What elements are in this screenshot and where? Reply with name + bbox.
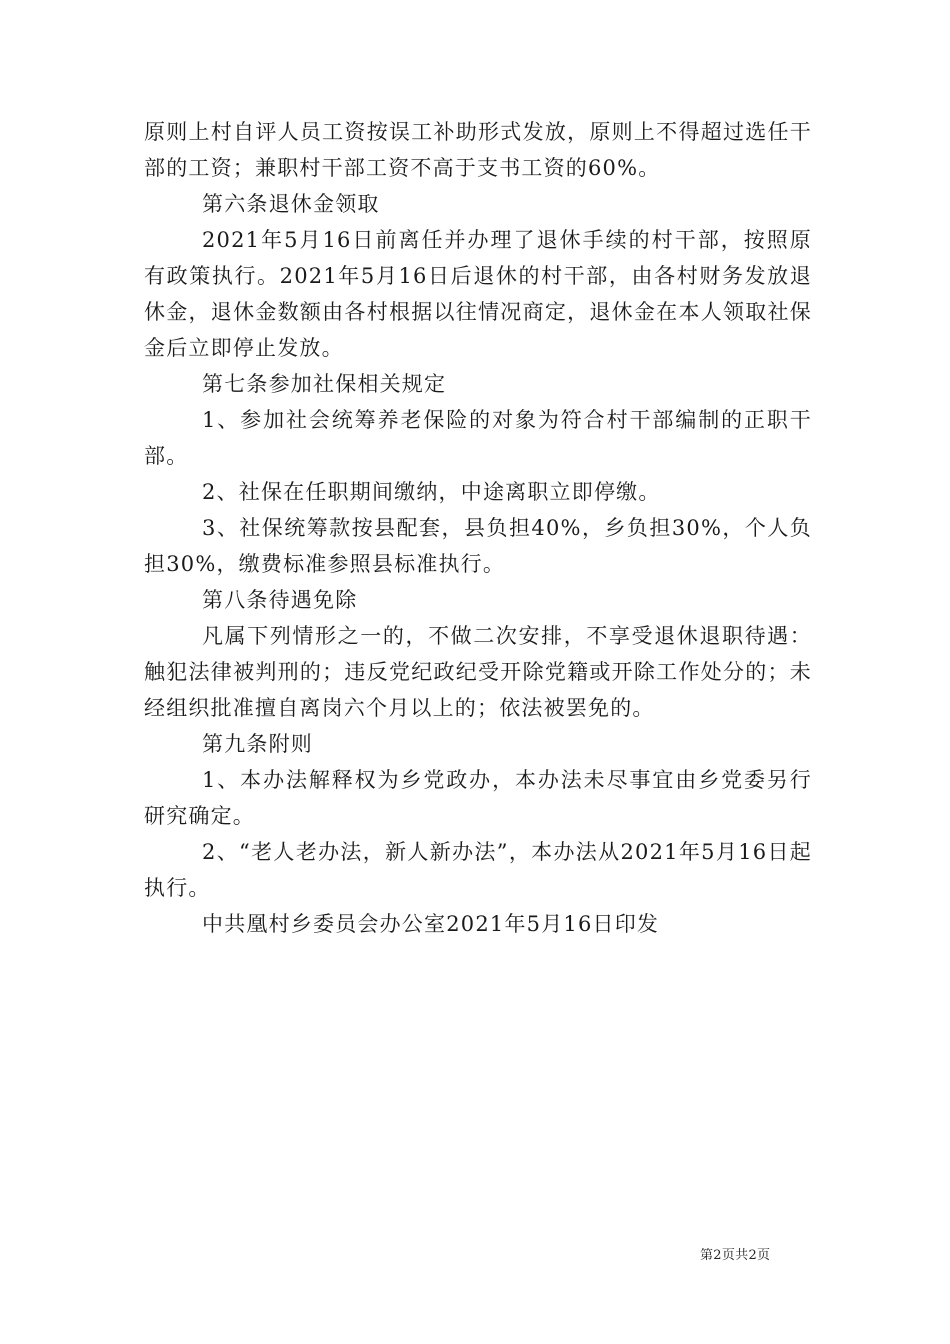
issuer-line: 中共凰村乡委员会办公室2021年5月16日印发 (202, 912, 660, 936)
paragraph-benefit-exemption: 凡属下列情形之一的，不做二次安排，不享受退休退职待遇：触犯法律被判刑的；违反党纪政纪受开除党籍或开除工作处分的；未经组织批准擅自离岗六个月以上的；依法被罢免的。 (144, 624, 812, 720)
paragraph-retirement-pay: 2021年5月16日前离任并办理了退休手续的村干部，按照原有政策执行。2021年5月16日后退休的村干部，由各村财务发放退休金，退休金数额由各村根据以往情况商定，退休金在本人领取社保金后立即停止发放。 (144, 228, 812, 360)
document-body (144, 114, 812, 942)
heading-article-9: 第九条附则 (202, 732, 313, 756)
page-number: 第2页共2页 (700, 1248, 771, 1263)
heading-article-7: 第七条参加社保相关规定 (202, 372, 447, 396)
heading-article-8: 第八条待遇免除 (202, 588, 358, 612)
paragraph-social-insurance-1: 1、参加社会统筹养老保险的对象为符合村干部编制的正职干部。 (144, 408, 812, 468)
paragraph-social-insurance-2: 2、社保在任职期间缴纳，中途离职立即停缴。 (202, 480, 661, 504)
paragraph-supplementary-1: 1、本办法解释权为乡党政办，本办法未尽事宜由乡党委另行研究确定。 (144, 768, 812, 828)
paragraph-social-insurance-3: 3、社保统筹款按县配套，县负担40%，乡负担30%，个人负担30%，缴费标准参照县标准执行。 (144, 516, 812, 576)
heading-article-6: 第六条退休金领取 (202, 192, 380, 216)
paragraph-salary-principle: 原则上村自评人员工资按误工补助形式发放，原则上不得超过选任干部的工资；兼职村干部工资不高于支书工资的60%。 (144, 120, 812, 180)
paragraph-supplementary-2: 2、“老人老办法，新人新办法”，本办法从2021年5月16日起执行。 (144, 840, 812, 900)
